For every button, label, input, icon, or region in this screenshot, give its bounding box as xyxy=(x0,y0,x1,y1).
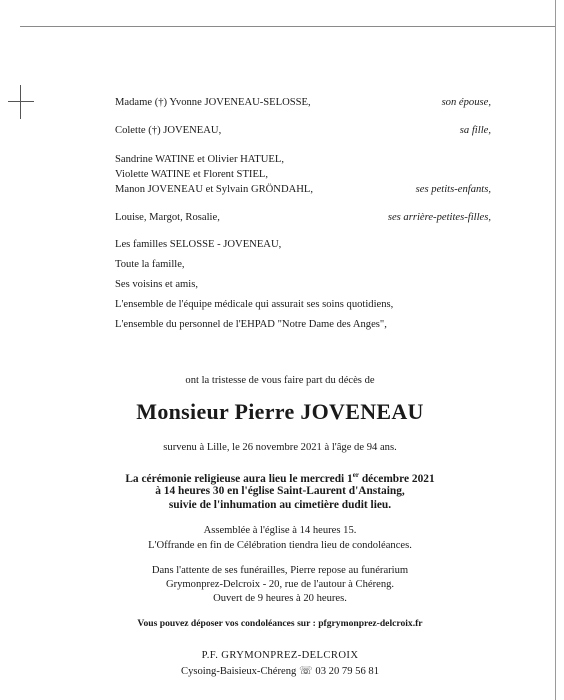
assembly-line: Assemblée à l'église à 14 heures 15. xyxy=(203,525,357,536)
funeral-home-line: Ouvert de 9 heures à 20 heures. xyxy=(213,593,347,604)
mourner-line: Les familles SELOSSE - JOVENEAU, xyxy=(115,239,282,250)
family-member-line: Louise, Margot, Rosalie, xyxy=(115,212,220,223)
announcement-intro: ont la tristesse de vous faire part du décès de xyxy=(185,375,375,386)
family-member-line: Madame (†) Yvonne JOVENEAU-SELOSSE, xyxy=(115,97,311,108)
mourner-line: L'ensemble du personnel de l'EHPAD "Notre Dame des Anges", xyxy=(115,319,387,330)
assembly-line: L'Offrande en fin de Célébration tiendra lieu de condoléances. xyxy=(148,540,412,551)
page-edge-right xyxy=(555,0,556,700)
condolences-line: Vous pouvez déposer vos condoléances sur : pfgrymonprez-delcroix.fr xyxy=(137,618,423,629)
mourner-line: L'ensemble de l'équipe médicale qui assurait ses soins quotidiens, xyxy=(115,299,394,310)
deceased-name: Monsieur Pierre JOVENEAU xyxy=(136,399,424,424)
family-member-role: son épouse, xyxy=(441,97,491,108)
ceremony-ordinal-suffix: er xyxy=(352,471,359,479)
family-member-role: ses arrière-petites-filles, xyxy=(387,212,491,223)
family-member-line: Sandrine WATINE et Olivier HATUEL, xyxy=(115,154,284,165)
funeral-home-line: Dans l'attente de ses funérailles, Pierre repose au funérarium xyxy=(151,565,409,576)
company-contact xyxy=(40,664,520,677)
family-member-line: Colette (†) JOVENEAU, xyxy=(115,125,222,136)
death-info: survenu à Lille, le 26 novembre 2021 à l'âge de 94 ans. xyxy=(163,442,397,453)
family-member-line: Manon JOVENEAU et Sylvain GRÖNDAHL, xyxy=(115,184,314,195)
ceremony-line-3: suivie de l'inhumation au cimetière dudit lieu. xyxy=(168,499,392,511)
cross-symbol-vertical xyxy=(20,85,21,119)
ceremony-line-1-end: décembre 2021 xyxy=(358,472,435,485)
mourner-line: Ses voisins et amis, xyxy=(115,279,198,290)
company-phone: 03 20 79 56 81 xyxy=(315,666,379,677)
company-locations: Cysoing-Baisieux-Chéreng xyxy=(181,666,297,677)
cross-symbol-horizontal xyxy=(8,101,34,102)
ceremony-line-2: à 14 heures 30 en l'église Saint-Laurent d'Anstaing, xyxy=(155,485,405,497)
family-member-role: sa fille, xyxy=(459,125,491,136)
funeral-home-line: Grymonprez-Delcroix - 20, rue de l'autour à Chéreng. xyxy=(165,579,395,590)
page-edge-top xyxy=(20,26,556,27)
mourner-line: Toute la famille, xyxy=(115,259,185,270)
company-name: P.F. GRYMONPREZ-DELCROIX xyxy=(201,650,359,661)
ceremony-line-1 xyxy=(40,471,520,485)
telephone-icon: ☏ xyxy=(299,665,313,677)
family-member-line: Violette WATINE et Florent STIEL, xyxy=(115,169,269,180)
family-member-role: ses petits-enfants, xyxy=(415,184,491,195)
ceremony-line-1-start: La cérémonie religieuse aura lieu le mercredi 1 xyxy=(125,472,353,485)
